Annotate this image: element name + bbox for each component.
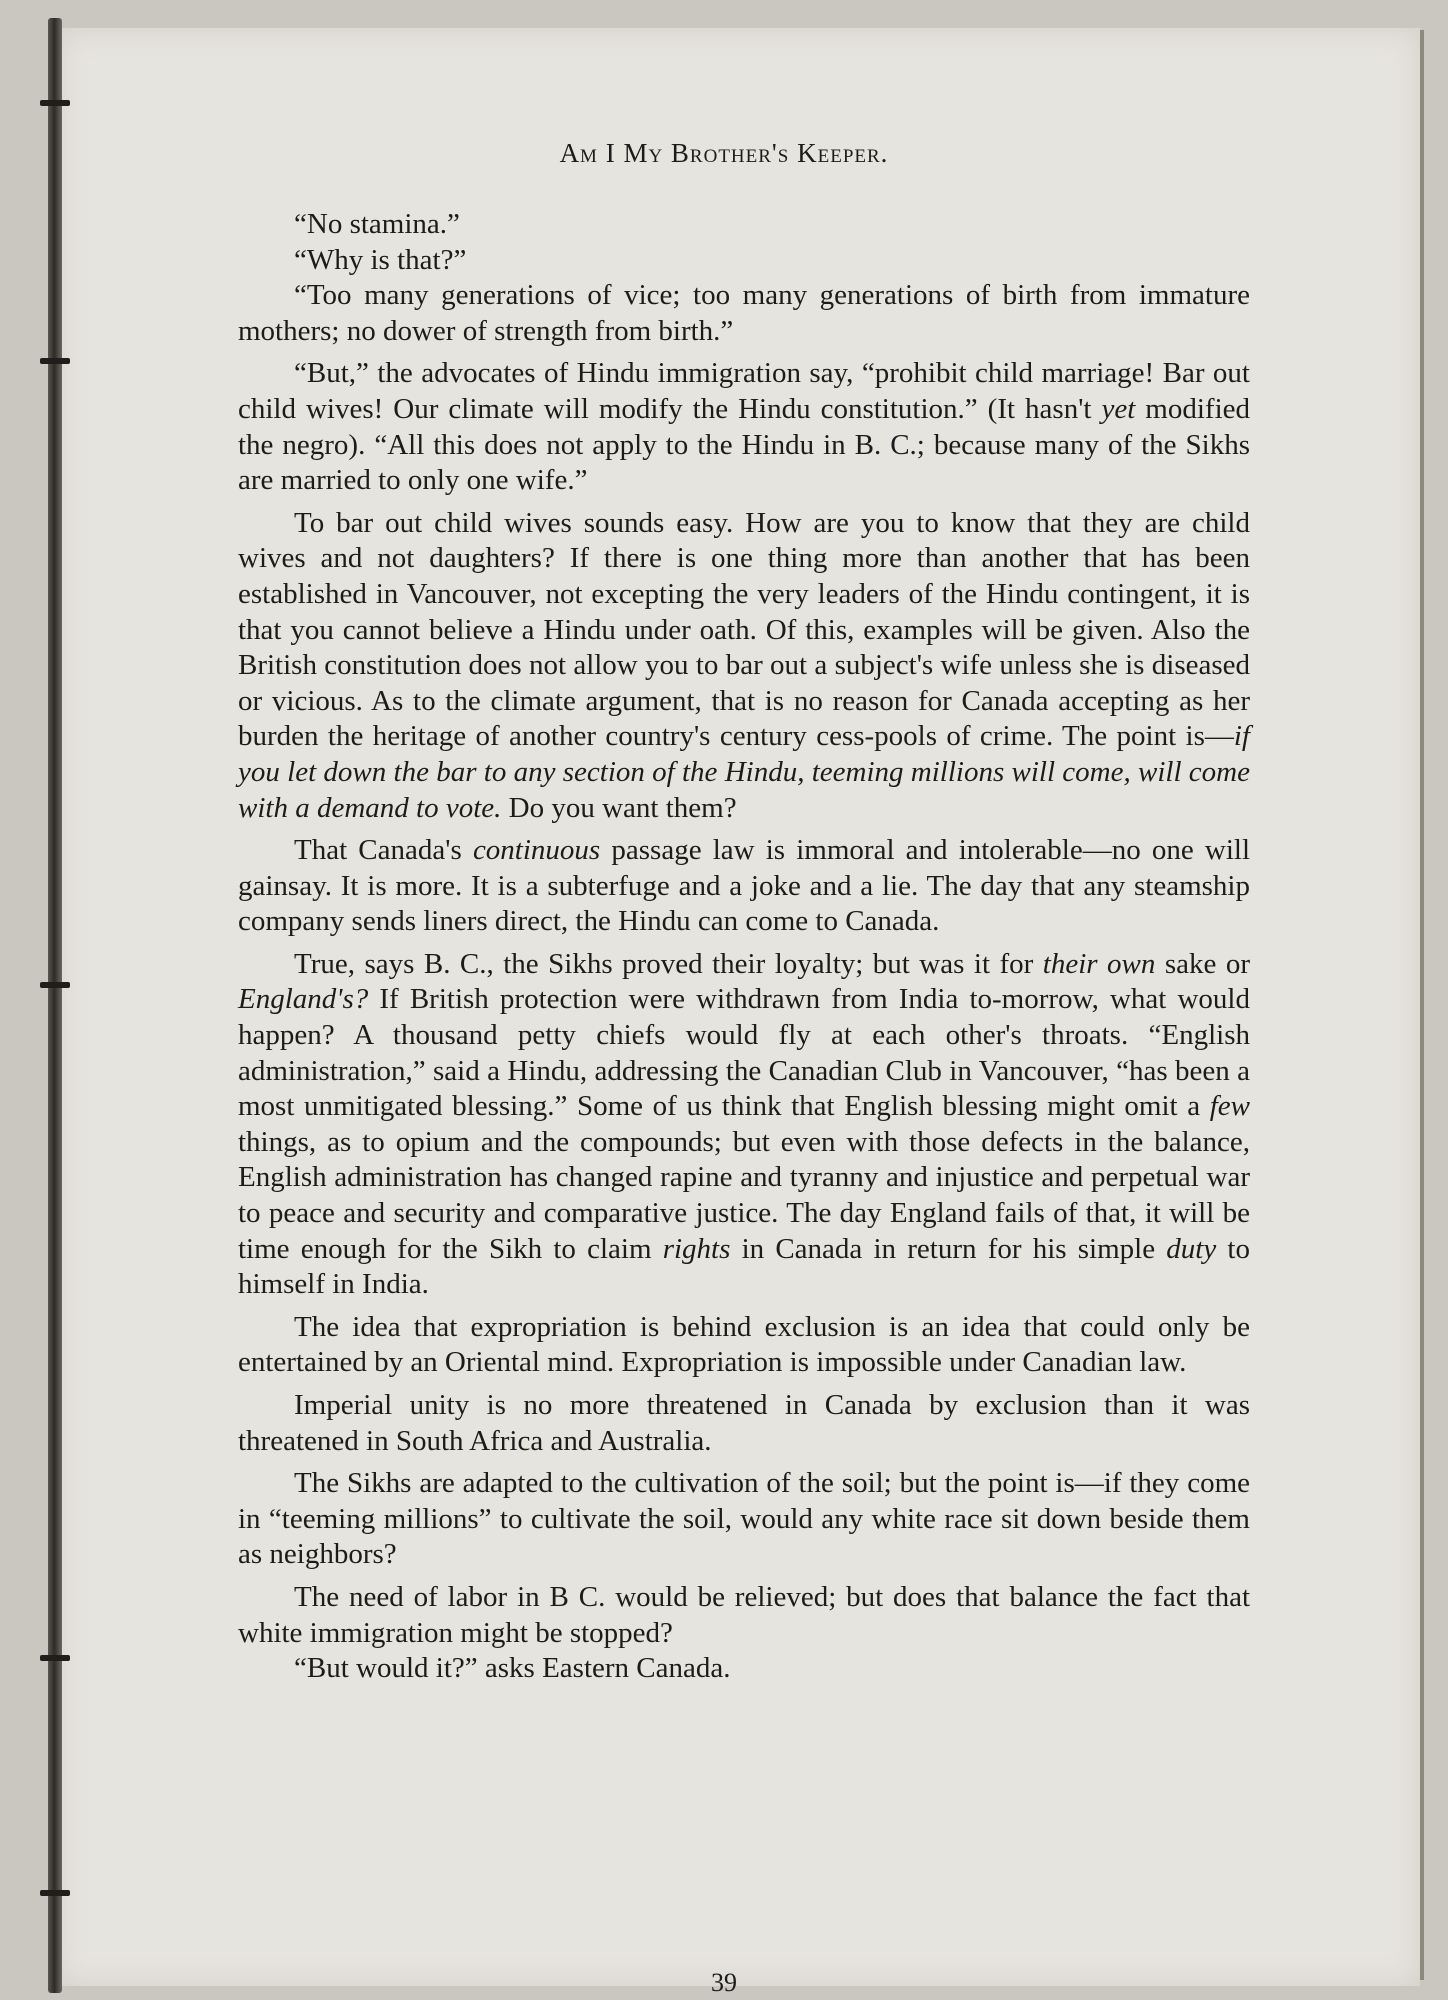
- text-run: True, says B. C., the Sikhs proved their loyalty; but was it for: [294, 947, 1043, 980]
- paragraph: The Sikhs are adapted to the cultivation of the soil; but the point is—if they come in “teeming millions” to cultivate the soil, would any white race sit down beside them as neighbors?: [238, 1467, 1250, 1571]
- paragraph: “But would it?” asks Eastern Canada.: [294, 1652, 731, 1685]
- binding-stitch: [40, 1890, 70, 1896]
- italic-run: yet: [1101, 392, 1136, 425]
- italic-run: rights: [662, 1232, 731, 1265]
- body-text: [238, 207, 1250, 1687]
- running-header: Am I My Brother's Keeper.: [559, 138, 889, 168]
- binding-stitch: [40, 982, 70, 988]
- text-run: That Canada's: [294, 834, 473, 867]
- italic-run: if you let down the bar to any section of the Hindu, teeming millions will come, will come with a demand to vote.: [238, 720, 1250, 824]
- italic-run: their own: [1042, 947, 1156, 980]
- text-run: Do you want them?: [501, 791, 737, 824]
- text-run: things, as to opium and the compounds; but even with those defects in the balance, English administration has changed rapine and tyranny and injustice and perpetual war to peace and security and comparative justice. The day England fails of that, it will be time enough for the Sikh to claim: [238, 1125, 1250, 1265]
- paragraph: [238, 833, 1250, 940]
- text-run: in Canada in return for his simple: [730, 1232, 1167, 1265]
- italic-run: duty: [1166, 1232, 1217, 1265]
- text-run: To bar out child wives sounds easy. How are you to know that they are child wives and not daughters? If there is one thing more than another that has been established in Vancouver, not excepting the very leaders of the Hindu contingent, it is that you cannot believe a Hindu under oath. Of this, examples will be given. Also the British constitution does not allow you to bar out a subject's wife unless she is diseased or vicious. As to the climate argument, that is no reason for Canada accepting as her burden the heritage of another country's century cess-pools of crime. The point is—: [238, 506, 1250, 753]
- binding-stitch: [40, 100, 70, 106]
- paragraph: “Too many generations of vice; too many generations of birth from immature mothers; no dower of strength from birth.”: [238, 279, 1250, 347]
- italic-run: few: [1209, 1090, 1250, 1123]
- paragraph: Imperial unity is no more threatened in Canada by exclusion than it was threatened in South Africa and Australia.: [238, 1389, 1250, 1457]
- paragraph: [238, 506, 1250, 826]
- text-run: sake or: [1155, 947, 1250, 980]
- text-run: modified the negro). “All this does not apply to the Hindu in B. C.; because many of the Sikhs are married to only one wife.”: [238, 392, 1251, 497]
- book-binding: [48, 18, 62, 1993]
- italic-run: England's?: [238, 983, 369, 1016]
- text-run: “But,” the advocates of Hindu immigration say, “prohibit child marriage! Bar out child wives! Our climate will modify the Hindu constitution.” (It hasn't: [238, 357, 1250, 425]
- paragraph: [238, 947, 1250, 1303]
- paragraph: The need of labor in B C. would be relieved; but does that balance the fact that white immigration might be stopped?: [238, 1580, 1250, 1649]
- text-run: passage law is immoral and intolerable—no one will gainsay. It is more. It is a subterfuge and a joke and a lie. The day that any steamship company sends liners direct, the Hindu can come to Canada.: [238, 834, 1250, 938]
- page-number: 39: [711, 1968, 737, 1997]
- paragraph: [238, 356, 1250, 498]
- paragraph: “No stamina.”: [294, 208, 460, 240]
- page-edge: [1420, 30, 1424, 1980]
- paragraph: “Why is that?”: [294, 243, 467, 276]
- text-run: to himself in India.: [238, 1232, 1250, 1301]
- paragraph: The idea that expropriation is behind exclusion is an idea that could only be entertained by an Oriental mind. Expropriation is impossible under Canadian law.: [238, 1310, 1250, 1379]
- binding-stitch: [40, 358, 70, 364]
- text-run: If British protection were withdrawn from India to-morrow, what would happen? A thousand petty chiefs would fly at each other's throats. “English administration,” said a Hindu, addressing the Canadian Club in Vancouver, “has been a most unmitigated blessing.” Some of us think that English blessing might omit a: [238, 983, 1250, 1123]
- italic-run: continuous: [472, 834, 601, 867]
- binding-stitch: [40, 1655, 70, 1661]
